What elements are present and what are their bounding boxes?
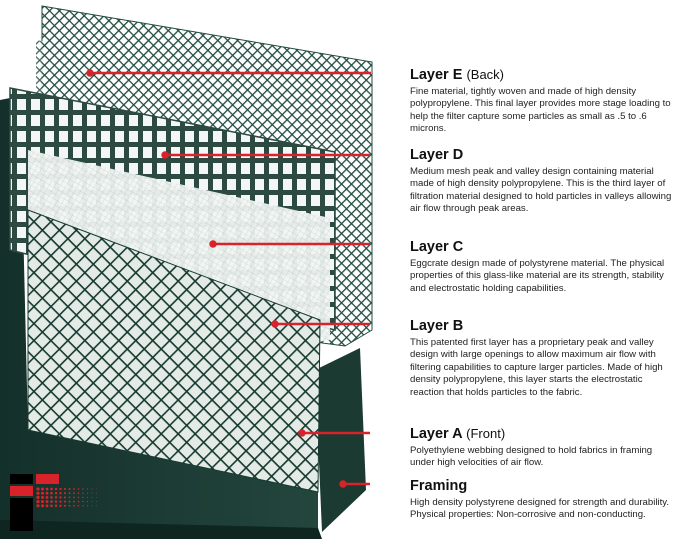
logo-dot (87, 497, 88, 498)
logo-dot (73, 497, 75, 499)
layer-e-suffix: (Back) (466, 67, 504, 82)
logo-dot (87, 488, 88, 489)
logo-dot (36, 504, 39, 507)
logo-dot (55, 500, 57, 502)
logo-dot (96, 489, 97, 490)
logo-dot (82, 488, 83, 489)
layer-c-description: Eggcrate design made of polystyrene material. The physical properties of this glass-like material are its strength, stability and electrostatic holding capabilities. (410, 258, 665, 294)
layer-a-block (410, 425, 675, 470)
layer-a-title (410, 425, 675, 443)
logo-dot (82, 493, 83, 494)
logo-dot (91, 497, 92, 498)
logo-dot (82, 505, 83, 506)
logo-dot (41, 487, 44, 490)
logo-dot (69, 505, 71, 507)
logo-dot (59, 488, 61, 490)
logo-dot (46, 496, 49, 499)
logo-dot (41, 492, 44, 495)
logo-dot (69, 488, 71, 490)
logo-dot (36, 487, 39, 490)
logo-dot (87, 505, 88, 506)
logo-dot (69, 492, 71, 494)
logo-dot (64, 488, 66, 490)
logo-dot (50, 488, 53, 491)
logo-dot (73, 505, 75, 507)
logo-dot (36, 500, 39, 503)
logo-dot (55, 492, 57, 494)
logo-dot (73, 501, 75, 503)
framing-block (410, 478, 675, 522)
logo-dot (96, 493, 97, 494)
logo-dot (64, 505, 66, 507)
layer-a-description: Polyethylene webbing designed to hold fabrics in framing under high velocities of air flow. (410, 445, 653, 469)
logo-dot (59, 505, 61, 507)
layer-e-description: Fine material, tightly woven and made of high density polypropylene. This final layer provides more stage loading to help the filter capture some particles as small as .5 to .6 microns. (410, 86, 671, 135)
logo-dot (96, 497, 97, 498)
logo-dot (64, 496, 66, 498)
layer-e-block (410, 66, 675, 136)
layer-c-title: Layer C (410, 239, 464, 255)
layer-b-description: This patented first layer has a proprietary peak and valley design with large openings to allow maximum air flow with filtering capabilities to capture larger particles. Made of high density polypropylene, this layer starts the electrostatic reaction that holds particles to the fabric. (410, 337, 663, 398)
logo-dot (46, 504, 49, 507)
logo-dot (96, 501, 97, 502)
logo-dot (59, 492, 61, 494)
logo-dot (59, 500, 61, 502)
logo-dot (55, 488, 57, 490)
logo-dot (46, 500, 49, 503)
logo-dot (82, 497, 83, 498)
logo-dot (41, 500, 44, 503)
layer-b-block (410, 318, 675, 399)
logo-dot (59, 496, 61, 498)
layer-c-block (410, 239, 675, 295)
logo-dot (46, 492, 49, 495)
logo-dot (91, 493, 92, 494)
framing-description: High density polystyrene designed for strength and durability. Physical properties: Non-corrosive and non-conducting. (410, 497, 670, 521)
logo-dot (91, 501, 92, 502)
logo-dot (78, 505, 80, 507)
logo-dot (96, 505, 97, 506)
logo-dot (73, 492, 75, 494)
layer-a-name: Layer A (410, 426, 463, 442)
logo-dot (36, 496, 39, 499)
logo-dot (91, 488, 92, 489)
layer-b-title: Layer B (410, 318, 464, 334)
logo-dot (78, 497, 80, 499)
layer-d-block (410, 147, 675, 216)
logo-dot (50, 492, 53, 495)
logo-dot (78, 492, 80, 494)
logo-dot (87, 501, 88, 502)
logo-dot (41, 496, 44, 499)
logo-dot (87, 493, 88, 494)
logo-dot (69, 501, 71, 503)
logo-dot (69, 496, 71, 498)
layer-d-description: Medium mesh peak and valley design containing material made of high density polypropylene. This is the third layer of filtration material designed to hold particles in valleys allowing air flow through peak areas. (410, 166, 672, 215)
layer-a-suffix: (Front) (466, 426, 506, 441)
layer-e-title (410, 66, 675, 84)
logo-dot (41, 504, 44, 507)
logo-dot (50, 500, 53, 503)
logo-dot (50, 504, 53, 507)
logo-dot (64, 492, 66, 494)
logo-dot (55, 505, 57, 507)
logo-dot (55, 496, 57, 498)
logo-dot (82, 501, 83, 502)
logo-dot (36, 492, 39, 495)
logo-dot (78, 501, 80, 503)
logo-dot (64, 501, 66, 503)
logo-dot (91, 505, 92, 506)
logo-dot (50, 496, 53, 499)
logo-dot (46, 488, 49, 491)
layer-e-name: Layer E (410, 67, 463, 83)
framing-title: Framing (410, 478, 468, 494)
logo-dot (73, 488, 75, 490)
logo-dot (78, 488, 80, 490)
layer-d-title: Layer D (410, 147, 464, 163)
